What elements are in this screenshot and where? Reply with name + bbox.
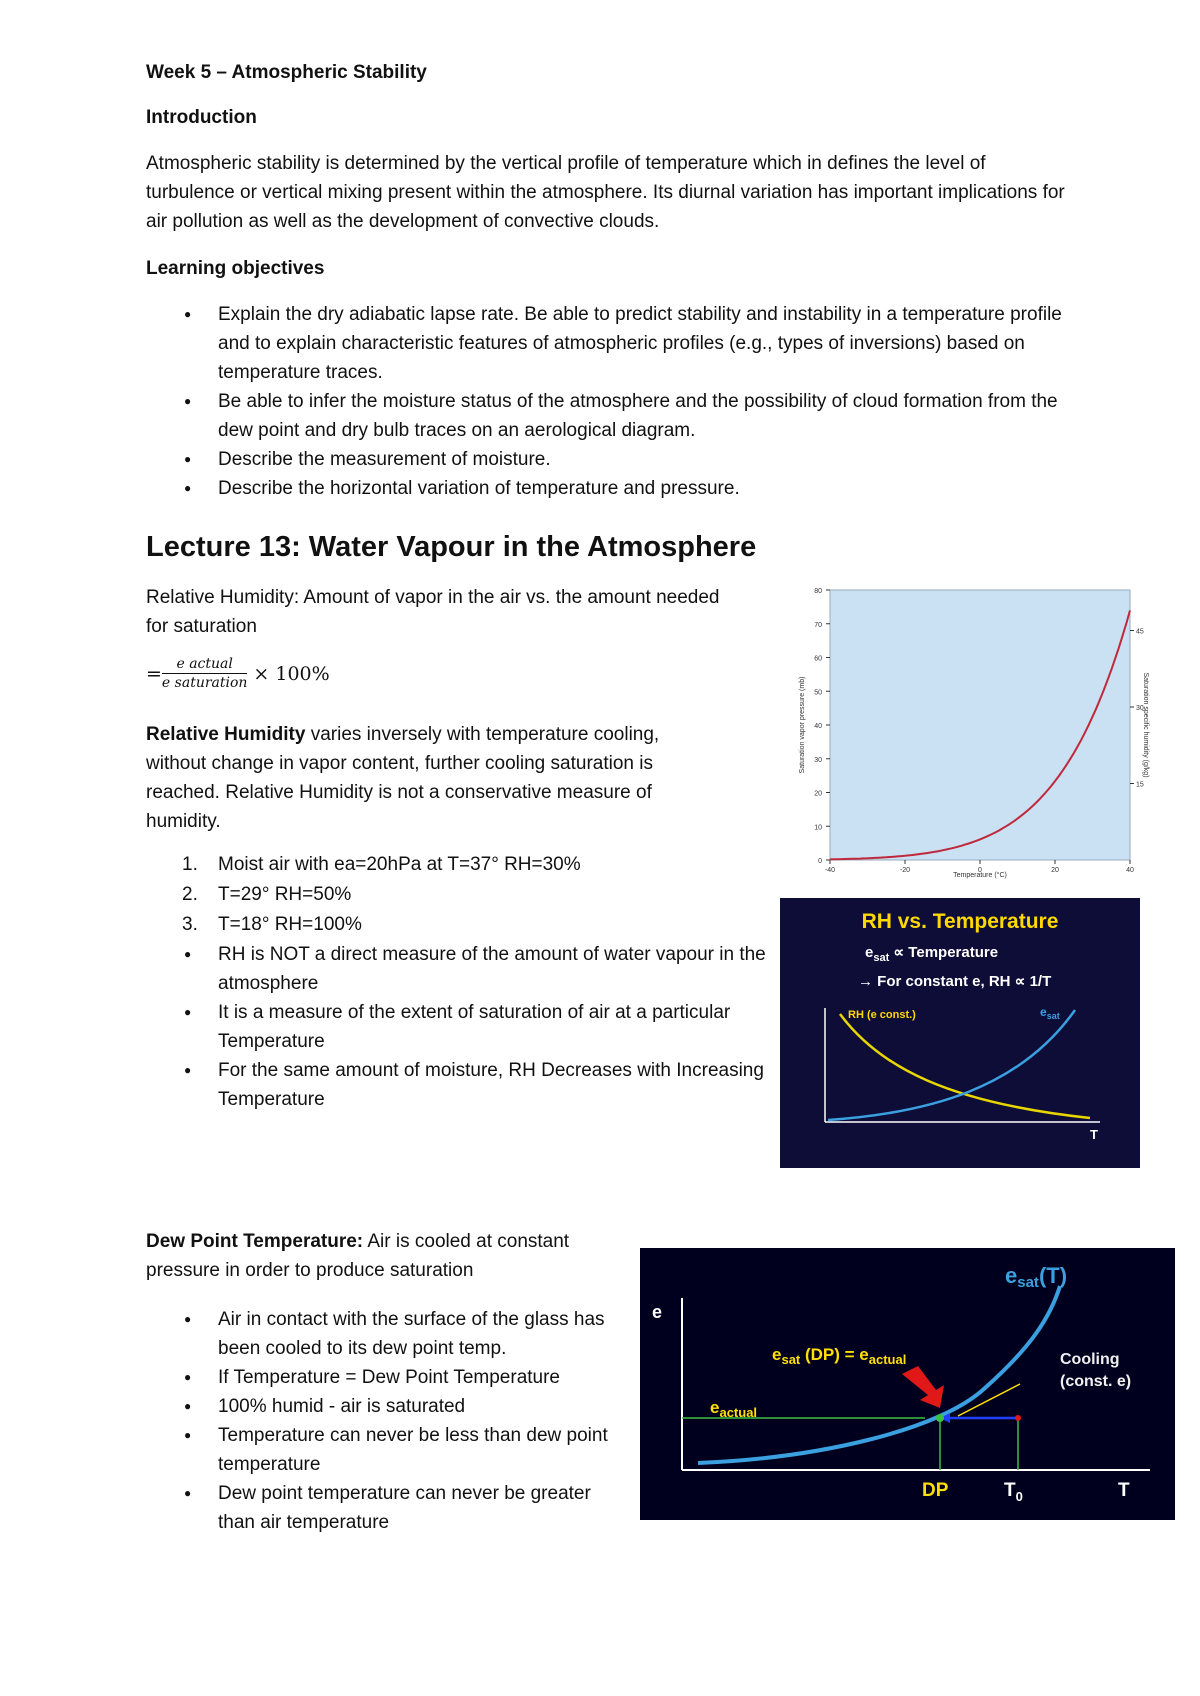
eactual-sub: actual [719, 1405, 758, 1420]
rh-t-label: T [1090, 1127, 1098, 1142]
dew-heading [146, 1227, 616, 1285]
rh-bullet: ● For the same amount of moisture, RH Decreases with Increasing Temperature [146, 1056, 766, 1114]
objective-item: ● Be able to infer the moisture status of the atmosphere and the possibility of cloud formation from the dew point and dry bulb traces on an aerological diagram. [146, 387, 1066, 445]
rh-formula [146, 656, 330, 691]
rh-paragraph-text: varies inversely with temperature cooling, without change in vapor content, further cooling saturation is reached. Relative Humidity is not a conservative measure of humidity. [146, 724, 660, 832]
objective-item: ● Explain the dry adiabatic lapse rate. Be able to predict stability and instability in a temperature profile and to explain characteristic features of atmospheric profiles (e.g., types of inversions) based on temperature traces. [146, 300, 1066, 387]
rh-figure-title: RH vs. Temperature [861, 910, 1059, 933]
dp-point [936, 1414, 944, 1422]
rh-bullet-list [146, 940, 766, 1114]
objectives-list [146, 300, 1066, 503]
item-text: Moist air with ea=20hPa at T=37° RH=30% [218, 854, 581, 875]
rh-numbered-list [146, 850, 766, 940]
numbered-item [146, 880, 766, 910]
lecture-title: Lecture 13: Water Vapour in the Atmosphere [146, 531, 757, 563]
svp-x-tick-label: 20 [1051, 867, 1059, 874]
svp-y-tick-label: 20 [814, 790, 822, 798]
rh-bullet: ● RH is NOT a direct measure of the amount of water vapour in the atmosphere [146, 940, 766, 998]
svp-y2label: Saturation specific humidity (g/kg) [1142, 672, 1149, 778]
svp-right-tick-label: 30 [1136, 705, 1144, 712]
eq-e: e [772, 1345, 782, 1364]
numbered-item [146, 850, 766, 880]
t0-t: T [1004, 1480, 1016, 1501]
formula-fraction [162, 656, 248, 691]
formula-numerator: e actual [162, 656, 248, 674]
eq-sub1: sat [781, 1352, 801, 1367]
dew-heading-bold: Dew Point Temperature: [146, 1231, 364, 1252]
esat-t-e: e [1005, 1263, 1018, 1288]
rh-line1-e: e [865, 944, 874, 961]
rh-line1-sub: sat [873, 952, 890, 964]
intro-body: Atmospheric stability is determined by the vertical profile of temperature which in defines the level of turbulence or vertical mixing present within the atmosphere. Its diurnal variation has important implications for air pollution as well as the development of convective clouds. [146, 153, 1065, 232]
rh-paragraph [146, 720, 716, 836]
esat-e: e [1040, 1005, 1047, 1019]
dew-heading-text: Air is cooled at constant pressure in order to produce saturation [146, 1231, 570, 1281]
dp-axis-e: e [652, 1302, 663, 1322]
item-number: 1. [182, 854, 198, 875]
svp-ylabel: Saturation vapor pressure (mb) [799, 676, 806, 774]
svp-x-tick-label: 40 [1126, 867, 1134, 874]
svp-y-tick-label: 50 [814, 689, 822, 697]
svp-y-tick-label: 70 [814, 621, 822, 629]
item-text: T=29° RH=50% [218, 884, 352, 905]
svp-right-ticks [1130, 629, 1144, 789]
objective-item: ● Describe the horizontal variation of temperature and pressure. [146, 474, 1066, 503]
svp-right-tick-label: 15 [1136, 781, 1144, 789]
rh-definition: Relative Humidity: Amount of vapor in the air vs. the amount needed for saturation [146, 587, 720, 637]
rh-bullet: ● It is a measure of the extent of saturation of air at a particular Temperature [146, 998, 766, 1056]
svp-x-tick-label: -40 [824, 867, 836, 874]
rh-curve-label: RH (e const.) [848, 1009, 916, 1021]
dp-label: DP [922, 1480, 949, 1501]
item-number: 2. [182, 884, 198, 905]
svp-y-tick-label: 0 [818, 858, 822, 865]
dew-bullet: ● Dew point temperature can never be greater than air temperature [146, 1479, 616, 1537]
eactual-e: e [710, 1398, 720, 1417]
svp-xlabel: Temperature (°C) [953, 872, 1007, 879]
intro-heading: Introduction [146, 107, 257, 128]
svp-y-ticks [814, 588, 830, 865]
svp-x-tick-label: 0 [978, 867, 982, 874]
week-title: Week 5 – Atmospheric Stability [146, 62, 427, 83]
dp-cooling-label-2: (const. e) [1060, 1373, 1132, 1390]
esat-t-rest: (T) [1038, 1263, 1068, 1288]
formula-times: × 100% [253, 662, 330, 685]
dew-bullet: ● Temperature can never be less than dew point temperature [146, 1421, 616, 1479]
rh-line2: → For constant e, RH ∝ 1/T [858, 973, 1052, 990]
dew-bullet: ● If Temperature = Dew Point Temperature [146, 1363, 616, 1392]
t0-sub: 0 [1015, 1489, 1023, 1504]
dew-bullet: ● 100% humid - air is saturated [146, 1392, 616, 1421]
rh-temp-figure [780, 898, 1140, 1168]
item-number: 3. [182, 914, 198, 935]
dewpoint-figure [640, 1248, 1175, 1520]
svp-figure [790, 580, 1150, 880]
eq-mid: (DP) = e [800, 1345, 869, 1364]
rh-paragraph-bold: Relative Humidity [146, 724, 306, 745]
svp-y-tick-label: 60 [814, 655, 822, 663]
esat-t-sub: sat [1017, 1274, 1039, 1291]
svp-right-tick-label: 45 [1136, 628, 1144, 636]
rh-figure-bg [780, 898, 1140, 1168]
dp-cooling-label-1: Cooling [1060, 1351, 1120, 1368]
numbered-item [146, 910, 766, 940]
eq-sub2: actual [868, 1352, 907, 1367]
svp-y-tick-label: 80 [814, 588, 822, 595]
dp-t0-point [1015, 1415, 1021, 1421]
esat-sub: sat [1046, 1011, 1060, 1021]
item-text: T=18° RH=100% [218, 914, 362, 935]
formula-equals: = [146, 662, 162, 685]
svp-x-tick-label: -20 [899, 867, 911, 874]
objectives-heading: Learning objectives [146, 258, 325, 279]
svp-plot-area [830, 590, 1130, 860]
objective-item: ● Describe the measurement of moisture. [146, 445, 1066, 474]
formula-denominator: e saturation [161, 675, 248, 691]
dp-t-label: T [1118, 1480, 1130, 1501]
dew-bullet: ● Air in contact with the surface of the glass has been cooled to its dew point temp. [146, 1305, 616, 1363]
rh-line1-rest: ∝ Temperature [889, 944, 999, 961]
svp-y-tick-label: 30 [814, 756, 822, 764]
svp-y-tick-label: 40 [814, 723, 822, 730]
dew-bullet-list [146, 1305, 616, 1537]
svp-y-tick-label: 10 [814, 824, 822, 832]
